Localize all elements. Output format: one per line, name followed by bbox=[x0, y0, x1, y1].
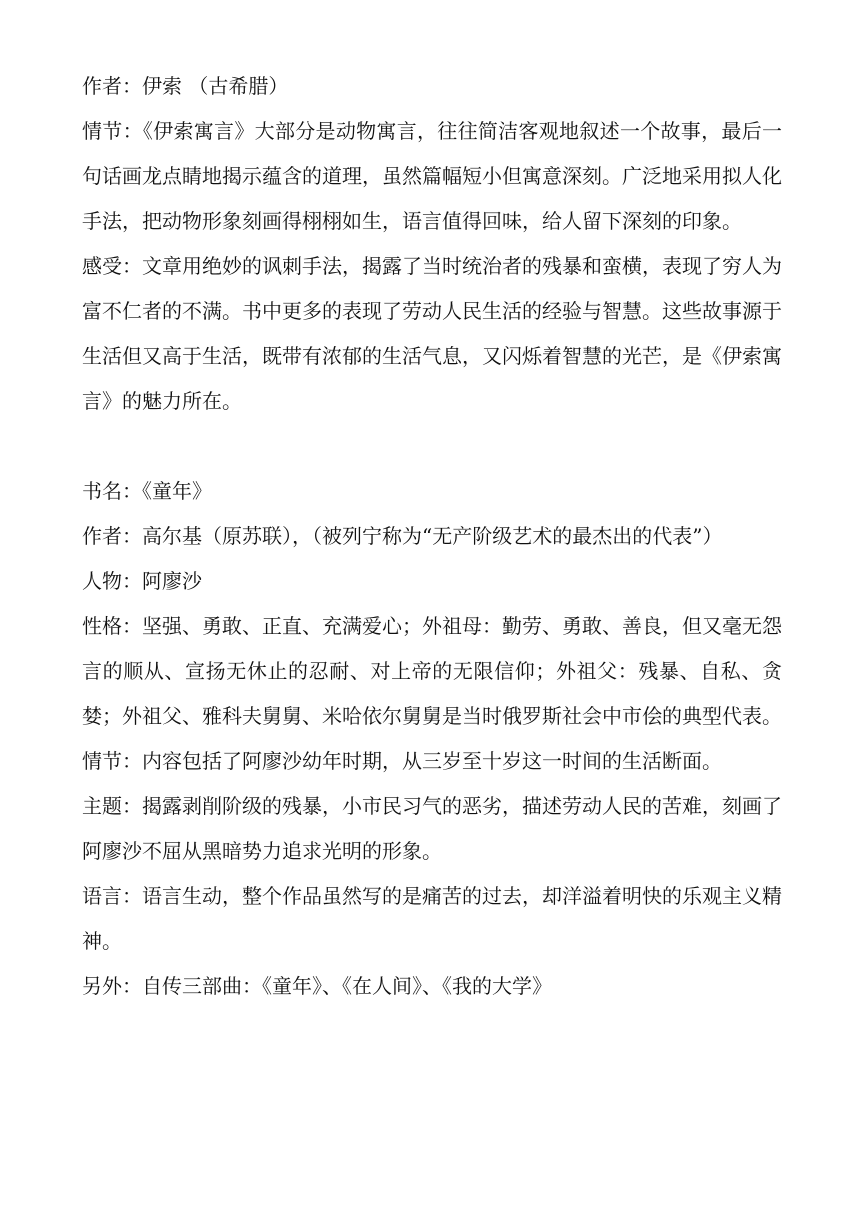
childhood-personality: 性格：坚强、勇敢、正直、充满爱心；外祖母：勤劳、勇敢、善良，但又毫无怨言的顺从、宣扬无休止的忍耐、对上帝的无限信仰；外祖父：残暴、自私、贪婪；外祖父、雅科夫舅舅、米哈依尔舅舅是当时俄罗斯社会中市侩的典型代表。 bbox=[82, 614, 782, 728]
section-spacer bbox=[82, 424, 782, 469]
childhood-author: 作者：高尔基（原苏联），（被列宁称为“无产阶级艺术的最杰出的代表”） bbox=[82, 524, 723, 548]
aesop-feeling: 感受：文章用绝妙的讽刺手法，揭露了当时统治者的残暴和蛮横，表现了穷人为富不仁者的不满。书中更多的表现了劳动人民生活的经验与智慧。这些故事源于生活但又高于生活，既带有浓郁的生活气息，又闪烁着智慧的光芒，是《伊索寓言》的魅力所在。 bbox=[82, 254, 782, 413]
childhood-theme: 主题：揭露剥削阶级的残暴，小市民习气的恶劣，描述劳动人民的苦难，刻画了阿廖沙不屈从黑暗势力追求光明的形象。 bbox=[82, 794, 782, 863]
childhood-language: 语言：语言生动，整个作品虽然写的是痛苦的过去，却洋溢着明快的乐观主义精神。 bbox=[82, 884, 782, 953]
childhood-extra: 另外：自传三部曲：《童年》、《在人间》、《我的大学》 bbox=[82, 974, 552, 998]
document-page bbox=[82, 64, 782, 1009]
aesop-plot: 情节：《伊索寓言》大部分是动物寓言，往往简洁客观地叙述一个故事，最后一句话画龙点睛地揭示蕴含的道理，虽然篇幅短小但寓意深刻。广泛地采用拟人化手法，把动物形象刻画得栩栩如生，语言值得回味，给人留下深刻的印象。 bbox=[82, 119, 782, 233]
childhood-character: 人物：阿廖沙 bbox=[82, 569, 202, 593]
childhood-plot: 情节：内容包括了阿廖沙幼年时期，从三岁至十岁这一时间的生活断面。 bbox=[82, 749, 722, 773]
aesop-author: 作者：伊索 （古希腊） bbox=[82, 74, 289, 98]
childhood-title: 书名：《童年》 bbox=[82, 479, 212, 503]
